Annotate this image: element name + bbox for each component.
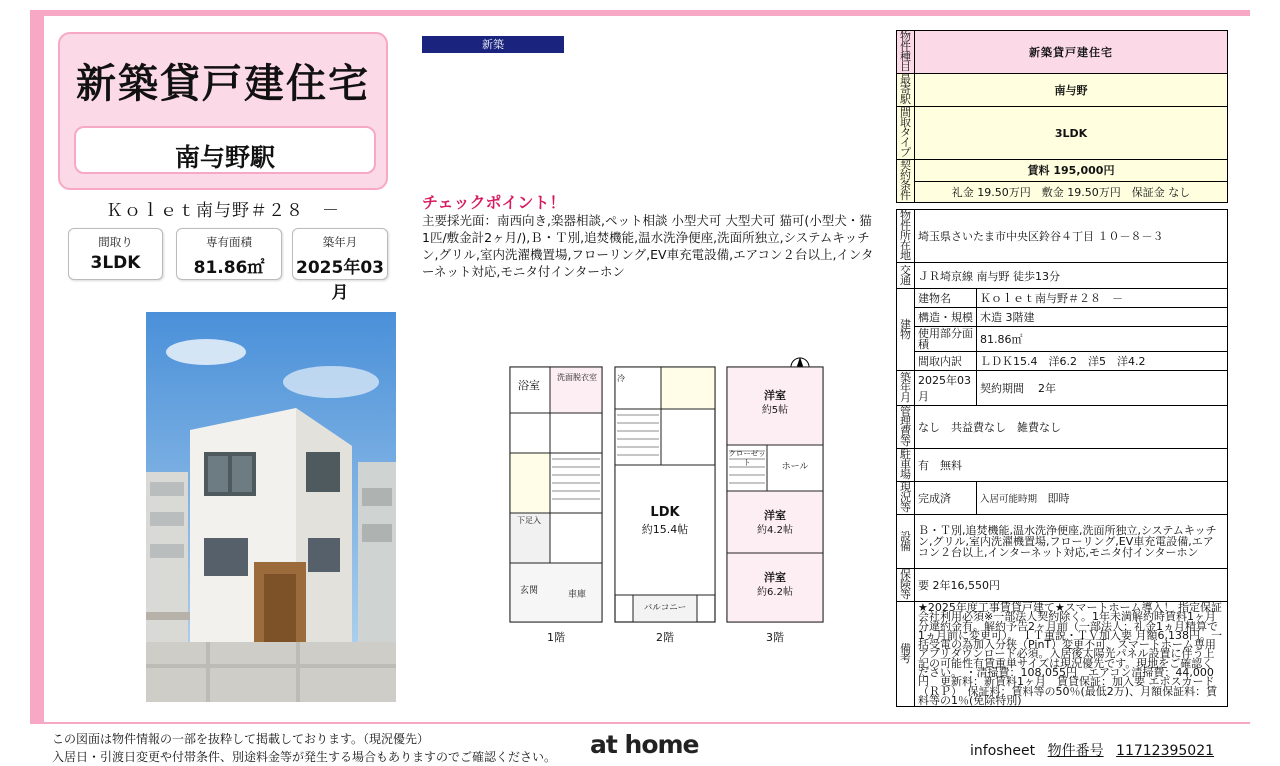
label-remarks: 備考 (897, 602, 915, 707)
label-item-type: 物件種目 (897, 31, 915, 74)
fp-label-bath: 浴室 (518, 379, 540, 392)
table-row-parking (897, 449, 1228, 482)
new-build-ribbon: 新築 (422, 36, 564, 53)
value-area: 81.86㎡ (977, 327, 1228, 352)
building-name: Ｋｏｌｅｔ南与野＃２８ － (106, 201, 340, 221)
label-status: 現況等 (897, 482, 915, 515)
fp-room-3-name: 洋室 (764, 571, 786, 584)
checkpoint-body: 主要採光面：南西向き,楽器相談,ペット相談 小型犬可 大型犬可 猫可(小型犬・猫1匹/敷金計2ヶ月/),Ｂ・Ｔ別,追焚機能,温水洗浄便座,洗面所独立,システムキッチン,グリル,室内洗濯機置場,フローリング,EV車充電設備,エアコン２台以上,インターネット対応,モニタ付インターホン (422, 213, 874, 279)
fp-room-1-size: 約5帖 (761, 405, 789, 416)
infosheet-footer (970, 740, 1214, 760)
label-contract-period: 契約期間 (980, 382, 1024, 395)
value-traffic: ＪＲ埼京線 南与野 徒歩13分 (915, 263, 1228, 289)
label-parking: 駐車場 (897, 449, 915, 482)
spec-pill-area-value: 81.86㎡ (193, 258, 265, 278)
table-row-conditions (897, 181, 1228, 203)
table-row-building-name (897, 289, 1228, 308)
label-traffic: 交通 (897, 263, 915, 289)
value-insurance: 要 2年16,550円 (915, 569, 1228, 602)
fp-floor-1-label: 1階 (547, 631, 565, 644)
value-equipment: Ｂ・Ｔ別,追焚機能,温水洗浄便座,洗面所独立,システムキッチン,グリル,室内洗濯機置場,フローリング,EV車充電設備,エアコン２台以上,インターネット対応,モニタ付インターホン (915, 515, 1228, 569)
label-movein: 入居可能時期 (980, 494, 1038, 505)
label-insurance: 保険等 (897, 569, 915, 602)
fp-floor-3-label: 3階 (766, 631, 784, 644)
spec-pill-built-label: 築年月 (322, 235, 358, 249)
fp-room-2-name: 洋室 (764, 509, 786, 522)
athome-logo (590, 730, 699, 759)
fp-label-balcony: バルコニー (643, 603, 687, 613)
value-mgmt-fee: なし 共益費なし 雑費なし (915, 406, 1228, 449)
value-movein: 即時 (1047, 492, 1070, 505)
table-row-insurance (897, 569, 1228, 602)
footer-note-line1: この図面は物件情報の一部を抜粋して掲載しております。（現況優先） (52, 732, 430, 746)
label-area: 使用部分面積 (915, 327, 977, 352)
label-equipment: 設備 (897, 515, 915, 569)
label-structure: 構造・規模 (915, 308, 977, 327)
value-structure: 木造 3階建 (977, 308, 1228, 327)
table-row-layout-detail (897, 352, 1228, 371)
fp-room-1-name: 洋室 (764, 389, 786, 402)
spec-pill-layout-value: 3LDK (90, 253, 141, 273)
label-built: 築年月 (897, 371, 915, 406)
property-header-table (896, 30, 1228, 203)
property-photo (146, 312, 396, 702)
table-row-area (897, 327, 1228, 352)
property-info-table (896, 30, 1228, 707)
spec-pill-area (176, 228, 282, 280)
spec-pill-built-value: 2025年03月 (296, 258, 384, 303)
infosheet-label: infosheet (970, 743, 1036, 759)
fp-label-shoe-box: 下足入 (517, 516, 541, 525)
value-remarks: ★2025年度工事賃貸戸建て★スマートホーム導入！ 指定保証会社利用必須※一部法人契約除く。1年未満解約時賃料1ヶ月分違約金有。解約予告2ヶ月前（一部法人：礼金1ヵ月精算で1ヵ月前に変更可）。 ＩＴ重説・ＴＶ加入要 月額6,138円。一括受電の為加入分狭（PinT）変更不可、スマートホーム専用アプリダウンロード必須。入居後太陽光パネル設置に伴う上記の可能性有賃重単サイズは現況優先です。現地をご確認ください。 ・清掃費：108,055円 エアコン清掃費：44,000円 更新料：新賃料1ヶ月 賃貸保証：加入要 エポスカード（ＲＰ） 保証料：賃料等の50％(最低2万)、月額保証料：賃料等の1％(免除特別) (915, 602, 1228, 707)
page-title: 新築貸戸建住宅 (76, 61, 370, 107)
station-name: 南与野駅 (174, 143, 275, 172)
value-contract-period: 2年 (1038, 382, 1056, 395)
value-contract-period-combined (977, 371, 1228, 406)
left-pink-bar (30, 10, 44, 724)
value-parking: 有 無料 (915, 449, 1228, 482)
value-address: 埼玉県さいたま市中央区鈴谷４丁目 １０－８－３ (915, 210, 1228, 263)
fp-label-entrance: 玄関 (519, 586, 538, 596)
spec-pill-built (292, 228, 388, 303)
table-row-mgmt (897, 406, 1228, 449)
station-box (74, 126, 376, 174)
fp-room-ldk-size: 約15.4帖 (641, 523, 689, 536)
table-row-built (897, 371, 1228, 406)
value-layout-detail: ＬＤＫ15.4 洋6.2 洋5 洋4.2 (977, 352, 1228, 371)
floor-plan (505, 355, 835, 650)
footer-note-line2: 入居日・引渡日変更や付帯条件、別途料金等が発生する場合もありますのでご確認ください。 (52, 750, 557, 764)
value-built: 2025年03月 (915, 371, 977, 406)
table-row-structure (897, 308, 1228, 327)
checkpoint-heading: チェックポイント！ (422, 193, 566, 212)
fp-room-ldk-name: LDK (650, 505, 680, 520)
value-station: 南与野 (915, 74, 1228, 107)
value-building-name: Ｋｏｌｅｔ南与野＃２８ － (977, 289, 1228, 308)
label-station: 最寄駅 (897, 74, 915, 107)
value-movein-combined (977, 482, 1228, 515)
value-layout: 3LDK (915, 107, 1228, 160)
label-building-name: 建物名 (915, 289, 977, 308)
footer-divider (30, 722, 1250, 724)
label-building: 建物 (897, 289, 915, 371)
fp-label-fridge: 冷 (617, 374, 625, 383)
label-layout: 間取タイプ (897, 107, 915, 160)
fp-label-garage: 車庫 (567, 590, 586, 600)
label-contract-conditions: 契約条件 (897, 160, 915, 203)
spec-pill-layout (68, 228, 163, 280)
table-row-traffic (897, 263, 1228, 289)
table-row-station (897, 74, 1228, 107)
fp-label-closet: クローゼット (728, 449, 766, 467)
value-rent: 賃料 195,000円 (915, 160, 1228, 182)
fp-label-hall: ホール (781, 462, 809, 472)
table-row-item (897, 31, 1228, 74)
label-mgmt-fee: 管理費等 (897, 406, 915, 449)
athome-logo-text: at home (590, 730, 699, 759)
table-row-rent (897, 160, 1228, 182)
value-status: 完成済 (915, 482, 977, 515)
property-number-label: 物件番号 (1047, 743, 1104, 759)
title-box (58, 32, 388, 190)
table-row-address (897, 210, 1228, 263)
fp-floor-2-label: 2階 (656, 631, 674, 644)
top-pink-bar (30, 10, 1250, 16)
property-detail-table (896, 209, 1228, 707)
table-row-layout (897, 107, 1228, 160)
table-row-status (897, 482, 1228, 515)
label-address: 物件所在地 (897, 210, 915, 263)
value-contract-conditions: 礼金 19.50万円 敷金 19.50万円 保証金 なし (915, 181, 1228, 203)
fp-room-3-size: 約6.2帖 (757, 587, 793, 598)
table-row-equipment (897, 515, 1228, 569)
property-number: 11712395021 (1116, 743, 1215, 759)
spec-pill-area-label: 専有面積 (206, 235, 252, 249)
fp-label-washroom: 洗面脱衣室 (557, 373, 597, 382)
table-row-remarks (897, 602, 1228, 707)
label-layout-detail: 間取内訳 (915, 352, 977, 371)
property-photo-illustration (146, 312, 396, 702)
value-item-type: 新築貸戸建住宅 (915, 31, 1228, 74)
spec-pill-layout-label: 間取り (98, 235, 133, 249)
fp-room-2-size: 約4.2帖 (757, 525, 793, 536)
